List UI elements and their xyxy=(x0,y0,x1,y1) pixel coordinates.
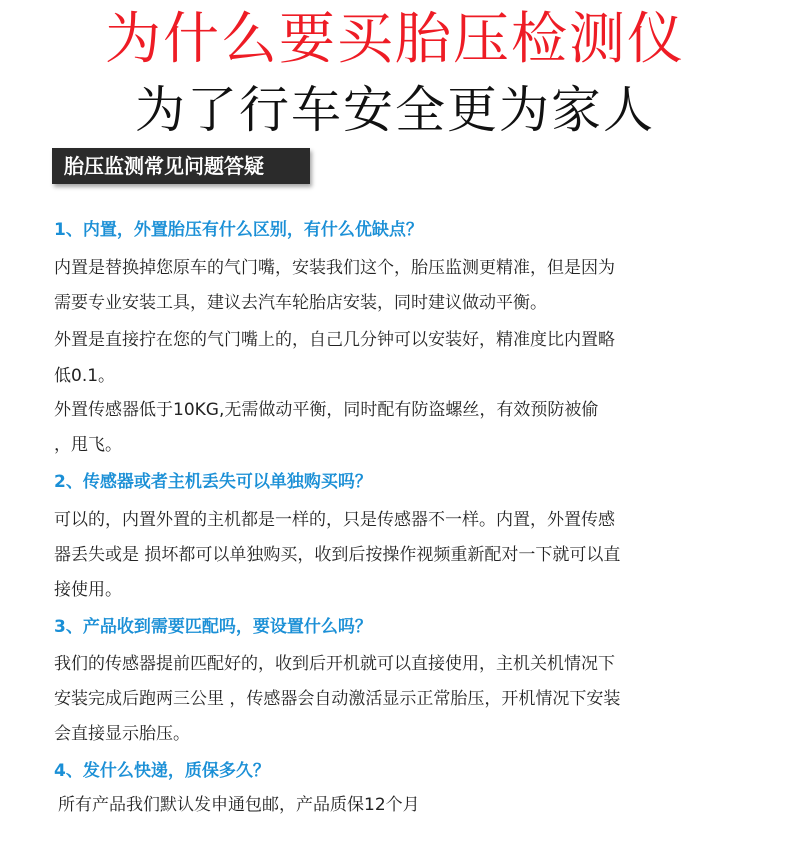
answer-1-line-4: 低0.1。 xyxy=(54,366,116,386)
section-banner xyxy=(52,148,310,184)
question-2: 2、传感器或者主机丢失可以单独购买吗？ xyxy=(54,472,372,492)
page-title: 为什么要买胎压检测仪 xyxy=(105,7,685,72)
answer-1-line-2: 需要专业安装工具，建议去汽车轮胎店安装，同时建议做动平衡。 xyxy=(54,293,547,313)
question-1: 1、内置，外置胎压有什么区别，有什么优缺点？ xyxy=(54,220,423,240)
answer-3-line-2: 安装完成后跑两三公里 ，传感器会自动激活显示正常胎压，开机情况下安装 xyxy=(54,689,621,709)
answer-2-line-3: 接使用。 xyxy=(54,580,122,600)
answer-1-line-6: ，甩飞。 xyxy=(54,435,122,455)
section-banner-label: 胎压监测常见问题答疑 xyxy=(64,154,264,178)
answer-3-line-3: 会直接显示胎压。 xyxy=(54,724,190,744)
answer-1-line-3: 外置是直接拧在您的气门嘴上的，自己几分钟可以安装好，精准度比内置略 xyxy=(54,330,615,350)
answer-2-line-1: 可以的，内置外置的主机都是一样的，只是传感器不一样。内置，外置传感 xyxy=(54,510,615,530)
question-4: 4、发什么快递，质保多久？ xyxy=(54,761,270,781)
answer-4-line-1: 所有产品我们默认发申通包邮，产品质保12个月 xyxy=(58,795,420,815)
answer-1-line-1: 内置是替换掉您原车的气门嘴，安装我们这个，胎压监测更精准，但是因为 xyxy=(54,258,615,278)
answer-2-line-2: 器丢失或是 损坏都可以单独购买，收到后按操作视频重新配对一下就可以直 xyxy=(54,545,621,565)
page-subtitle: 为了行车安全更为家人 xyxy=(135,81,655,139)
question-3: 3、产品收到需要匹配吗，要设置什么吗？ xyxy=(54,617,372,637)
answer-1-line-5: 外置传感器低于10KG,无需做动平衡，同时配有防盗螺丝，有效预防被偷 xyxy=(54,400,599,420)
answer-3-line-1: 我们的传感器提前匹配好的，收到后开机就可以直接使用，主机关机情况下 xyxy=(54,654,615,674)
